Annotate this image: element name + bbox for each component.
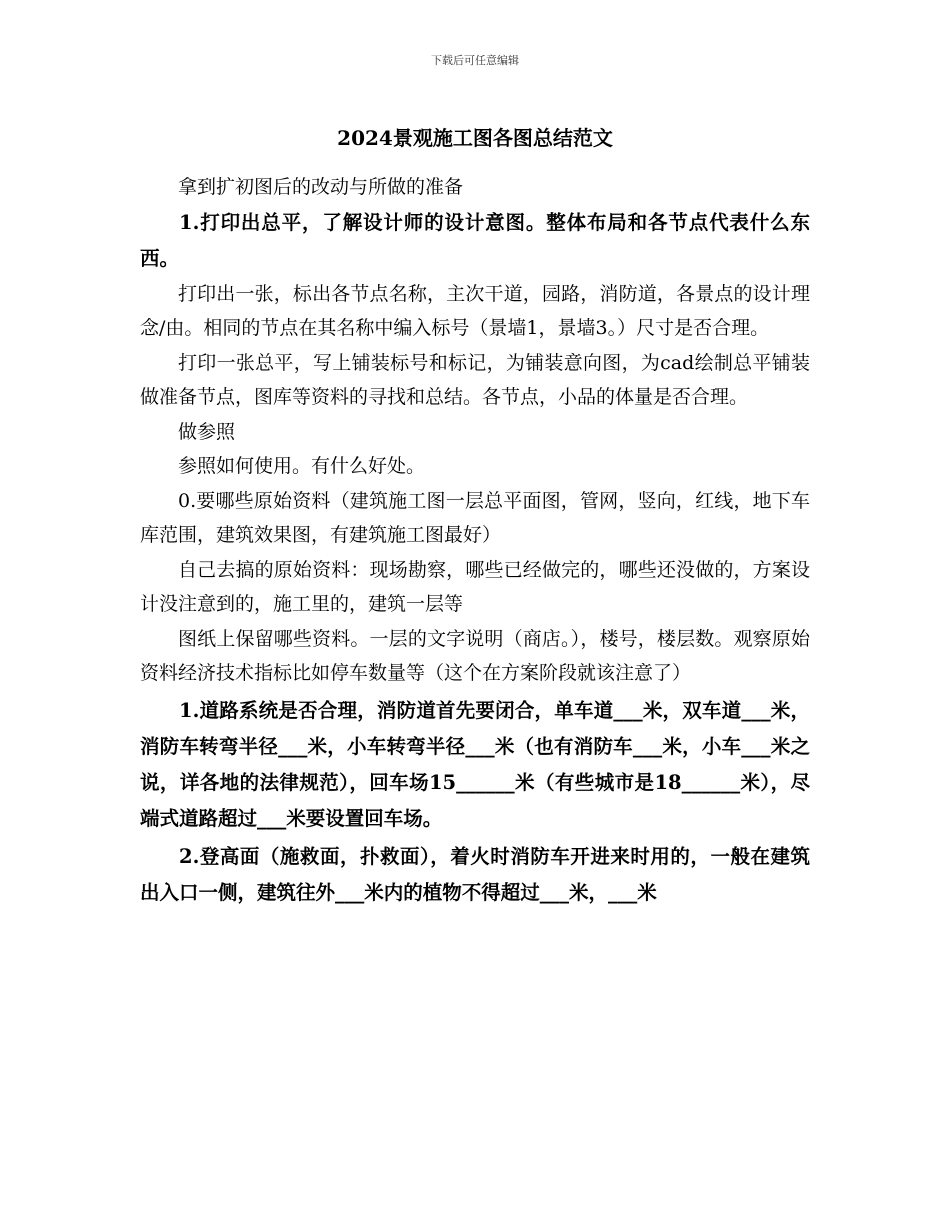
- paragraph-step-1-heading: 1.打印出总平，了解设计师的设计意图。整体布局和各节点代表什么东西。: [140, 210, 810, 270]
- paragraph-reference-usage: 参照如何使用。有什么好处。: [178, 455, 426, 477]
- paragraph-intro: 拿到扩初图后的改动与所做的准备: [178, 176, 464, 198]
- document-title: 2024景观施工图各图总结范文: [337, 126, 613, 150]
- paragraph-rescue-surface: 2.登高面（施救面，扑救面），着火时消防车开进来时用的，一般在建筑出入口一侧，建筑往外___米内的植物不得超过___米，___米: [140, 844, 810, 904]
- header-note: 下载后可任意编辑: [431, 54, 519, 67]
- paragraph-print-plan: 打印出一张，标出各节点名称，主次干道，园路，消防道，各景点的设计理念/由。相同的节点在其名称中编入标号（景墙1，景墙3。）尺寸是否合理。: [140, 282, 810, 339]
- paragraph-paving: 打印一张总平，写上铺装标号和标记，为铺装意向图，为cad绘制总平铺装做准备节点，图库等资料的寻找和总结。各节点，小品的体量是否合理。: [140, 351, 810, 408]
- paragraph-retained-info: 图纸上保留哪些资料。一层的文字说明（商店。），楼号，楼层数。观察原始资料经济技术指标比如停车数量等（这个在方案阶段就该注意了）: [140, 627, 810, 684]
- paragraph-source-materials: 0.要哪些原始资料（建筑施工图一层总平面图，管网，竖向，红线，地下车库范围，建筑效果图，有建筑施工图最好）: [140, 489, 810, 546]
- document-body: [140, 170, 810, 911]
- paragraph-own-materials: 自己去搞的原始资料：现场勘察，哪些已经做完的，哪些还没做的，方案设计没注意到的，施工里的，建筑一层等: [140, 558, 810, 615]
- paragraph-reference: 做参照: [178, 420, 236, 443]
- paragraph-road-system: 1.道路系统是否合理，消防道首先要闭合，单车道___米，双车道___米，消防车转弯半径___米，小车转弯半径___米（也有消防车___米，小车___米之说，详各地的法律规范），回车场15______米（有些城市是18______米），尽端式道路超过___米要设置回车场。: [140, 698, 810, 830]
